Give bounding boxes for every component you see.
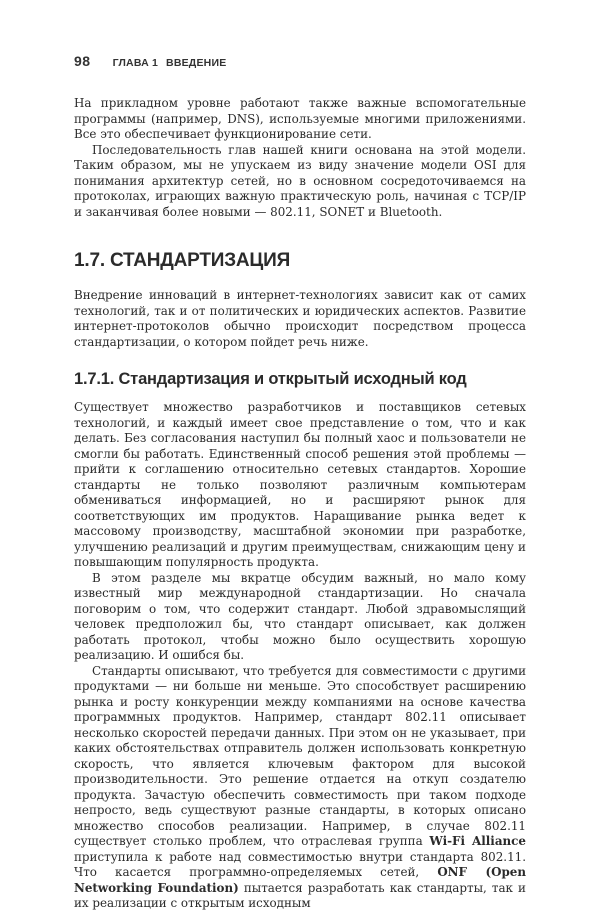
page-header xyxy=(74,53,526,69)
compatibility-text-part1: Стандарты описывают, что требуется для совместимости с другими продуктами — ни больше ни меньше. Это способствует расширению рынка и росту конкуренции между компаниями на основе качества программных продуктов. Например, стандарт 802.11 описывает несколько скоростей передачи данных. При этом он не указывает, при каких обстоятельствах отправитель должен использовать конкретную скорость, что является ключевым фактором для высокой производительности. Это решение отдается на откуп создателю продукта. Зачастую обеспечить совместимость при таком подходе непросто, ведь существуют разные стандарты, в которых описано множество способов реализации. Например, в случае 802.11 существует столько проблем, что отраслевая группа xyxy=(74,663,526,848)
chapter-title: ВВЕДЕНИЕ xyxy=(166,57,227,69)
chapter-label: ГЛАВА 1 xyxy=(112,57,159,69)
onf-term: ONF (Open Networking Foundation) xyxy=(74,865,526,895)
page-body xyxy=(74,96,526,912)
compatibility-text-part3: пытается разработать как стандарты, так и их реализации с открытым исходным xyxy=(74,880,526,910)
section-intro: Внедрение инноваций в интернет-технологиях зависит как от самих технологий, так и от политических и юридических аспектов. Развитие интернет-протоколов обычно происходит посредством процесса стандартизации, о котором пойдет речь ниже. xyxy=(74,288,526,349)
page-number: 98 xyxy=(74,53,91,69)
paragraph-compatibility xyxy=(74,664,526,912)
paragraph-dns: На прикладном уровне работают также важные вспомогательные программы (например, DNS), используемые многими приложениями. Все это обеспечивает функционирование сети. xyxy=(74,96,526,141)
paragraph-chapter-order: Последовательность глав нашей книги основана на этой модели. Таким образом, мы не упускаем из виду значение модели OSI для понимания архитектур сетей, но в основном сосредоточиваемся на протоколах, играющих важную практическую роль, начиная с TCP/IP и заканчивая более новыми — 802.11, SONET и Bluetooth. xyxy=(74,142,526,219)
subsection-title: 1.7.1. Стандартизация и открытый исходный код xyxy=(74,370,467,388)
section-title: 1.7. СТАНДАРТИЗАЦИЯ xyxy=(74,250,291,271)
wifi-alliance-term: Wi-Fi Alliance xyxy=(429,834,526,848)
compatibility-text-part2: приступила к работе над совместимостью внутри стандарта 802.11. Что касается программно-определяемых сетей, xyxy=(74,849,526,879)
paragraph-standards-intro: Существует множество разработчиков и поставщиков сетевых технологий, и каждый имеет свое представление о том, что и как делать. Без согласования наступил бы полный хаос и пользователи не смогли бы работать. Единственный способ решения этой проблемы — прийти к соглашению относительно сетевых стандартов. Хорошие стандарты не только позволяют различным компьютерам обмениваться информацией, но и расширяют рынок для соответствующих им продуктов. Наращивание рынка ведет к массовому производству, масштабной экономии при разработке, улучшению реализаций и другим преимуществам, снижающим цену и повышающим популярность продукта. xyxy=(74,400,526,569)
paragraph-international-standardization: В этом разделе мы вкратце обсудим важный, но мало кому известный мир международной стандартизации. Но сначала поговорим о том, что содержит стандарт. Любой здравомыслящий человек предположил бы, что стандарт описывает, как должен работать протокол, чтобы можно было осуществить хорошую реализацию. И ошибся бы. xyxy=(74,570,526,662)
